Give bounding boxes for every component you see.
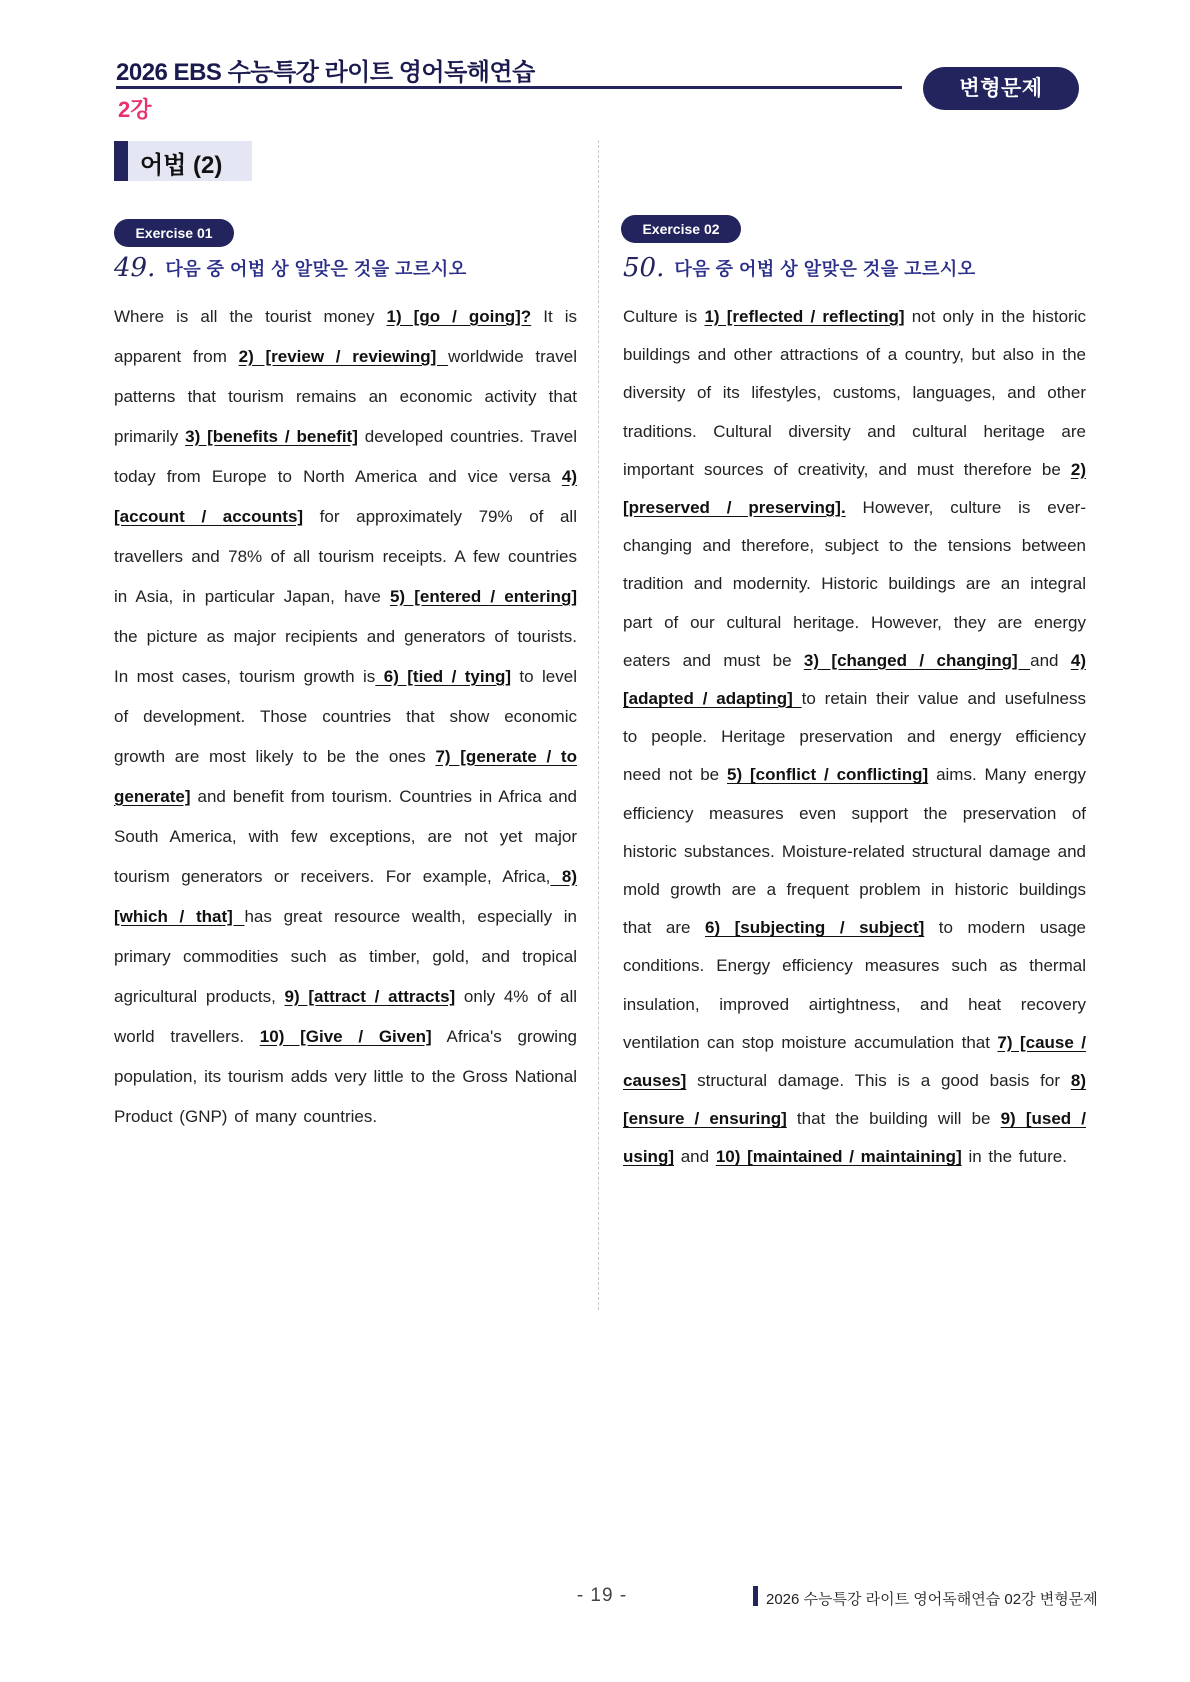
document-title: 2026 EBS 수능특강 라이트 영어독해연습 [116, 59, 535, 86]
passage-text: However, culture is ever-changing and therefore, subject to the tensions between tradition and modernity. Historic buildings are an integral part of our cultural heritage. However, they are energy eaters and must be [623, 498, 1086, 670]
passage-text: has great resource wealth, especially in primary commodities such as timber, gold, and tropical agricultural products, [114, 907, 577, 1006]
answer-choice: 8) [which / that] [114, 867, 577, 926]
passage-text: to retain their value and usefulness to people. Heritage preservation and energy efficiency need not be [623, 689, 1086, 785]
passage-text: in the future. [961, 1147, 1067, 1167]
passage-text: to level of development. Those countries that show economic growth are most likely to be the ones [114, 667, 577, 766]
question-prompt: 다음 중 어법 상 알맞은 것을 고르시오 [674, 259, 976, 279]
passage-text: not only in the historic buildings and other attractions of a country, but also in the diversity of its lifestyles, customs, languages, and other traditions. Cultural diversity and cultural heritage are important sources of creativity, and must therefore be [623, 307, 1086, 479]
answer-choice: 8) [ensure / ensuring] [623, 1071, 1086, 1129]
answer-choice: 2) [preserved / preserving]. [623, 459, 1086, 518]
passage-text: and [1030, 650, 1071, 670]
answer-choice: 10) [Give / Given] [259, 1027, 432, 1046]
answer-choice: 1) [reflected / reflecting] [704, 307, 905, 326]
passage-text: It is apparent from [114, 307, 577, 366]
question-number: 50. [623, 253, 665, 283]
passage-text: that the building will be [786, 1109, 1001, 1129]
answer-choice: 10) [maintained / maintaining] [715, 1147, 962, 1167]
variant-badge: 변형문제 [923, 67, 1079, 110]
question-prompt: 다음 중 어법 상 알맞은 것을 고르시오 [165, 259, 467, 279]
page-number: - 19 - [576, 1585, 628, 1606]
passage-text: the picture as major recipients and generators of tourists. In most cases, tourism growth is [114, 627, 577, 686]
answer-choice: 3) [benefits / benefit] [185, 427, 358, 446]
answer-choice: 6) [subjecting / subject] [705, 918, 925, 938]
answer-choice: 9) [used / using] [623, 1109, 1086, 1167]
passage-text: aims. Many energy efficiency measures even support the preservation of historic substances. Moisture-related structural damage and mold growth are a frequent problem in historic buildings that are [623, 765, 1086, 938]
passage-text: only 4% of all world travellers. [114, 987, 577, 1046]
section-heading [114, 141, 252, 181]
exercise-02-label: Exercise 02 [621, 215, 741, 243]
exercise-02-question [623, 253, 976, 283]
passage-text: and benefit from tourism. Countries in Africa and South America, with few exceptions, are not yet major tourism generators or receivers. For example, Africa, [114, 787, 577, 886]
answer-choice: 4) [adapted / adapting] [623, 650, 1086, 709]
exercise-01-question [114, 253, 467, 283]
answer-choice: 7) [cause / causes] [623, 1032, 1086, 1091]
passage-text: Culture is [623, 307, 705, 326]
passage-text: Africa's growing population, its tourism adds very little to the Gross National Product (GNP) of many countries. [114, 1027, 577, 1126]
passage-text: and [674, 1147, 716, 1167]
answer-choice: 9) [attract / attracts] [284, 987, 456, 1006]
question-number: 49. [114, 253, 156, 283]
footer-marker [753, 1586, 758, 1606]
passage-text: for approximately 79% of all travellers and 78% of all tourism receipts. A few countries in Asia, in particular Japan, have [114, 507, 577, 606]
header-divider [116, 86, 902, 89]
answer-choice: 6) [tied / tying] [375, 667, 511, 686]
passage-text: worldwide travel patterns that tourism remains an economic activity that primarily [114, 347, 577, 446]
answer-choice: 5) [entered / entering] [389, 587, 577, 606]
exercise-01-label: Exercise 01 [114, 219, 234, 247]
exercise-02-passage [623, 298, 1086, 1177]
passage-text: Where is all the tourist money [114, 307, 387, 326]
answer-choice: 1) [go / going]? [386, 307, 532, 326]
passage-text: developed countries. Travel today from Europe to North America and vice versa [114, 427, 578, 486]
answer-choice: 3) [changed / changing] [803, 650, 1031, 670]
lesson-number: 2강 [118, 97, 152, 122]
footer-text: 2026 수능특강 라이트 영어독해연습 02강 변형문제 [766, 1591, 1098, 1608]
answer-choice: 4) [account / accounts] [114, 467, 577, 526]
answer-choice: 5) [conflict / conflicting] [727, 765, 929, 785]
exercise-01-passage [114, 297, 577, 1137]
answer-choice: 2) [review / reviewing] [238, 347, 449, 366]
passage-text: to modern usage conditions. Energy efficiency measures such as thermal insulation, improved airtightness, and heat recovery ventilation can stop moisture accumulation that [623, 918, 1087, 1052]
answer-choice: 7) [generate / to generate] [114, 747, 577, 806]
section-title: 어법 (2) [140, 152, 223, 179]
column-divider [598, 140, 599, 1310]
passage-text: structural damage. This is a good basis for [686, 1071, 1071, 1091]
